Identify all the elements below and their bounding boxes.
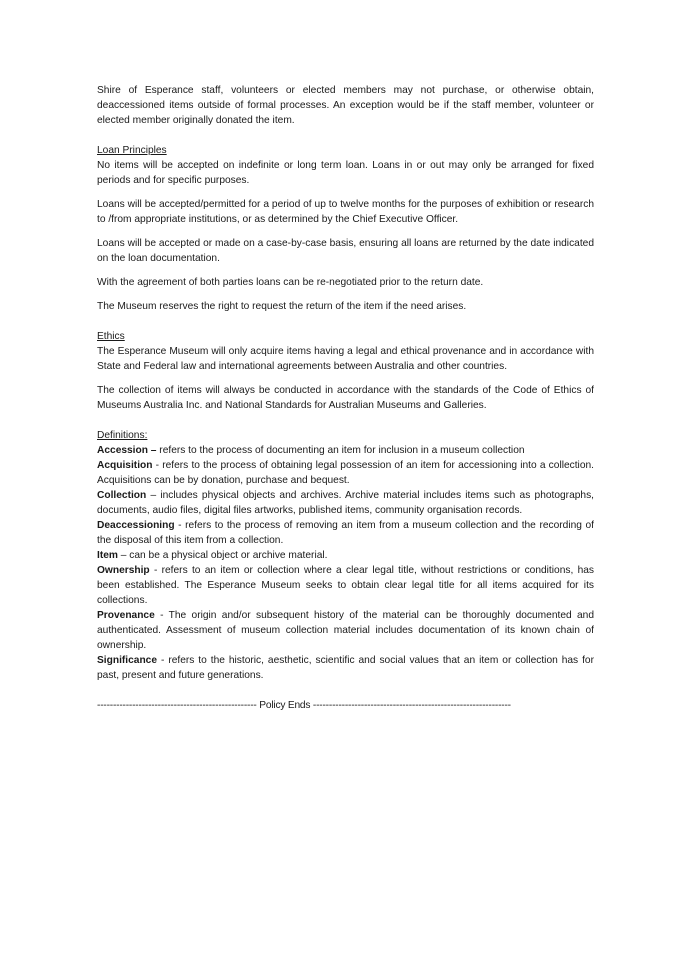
definition-collection bbox=[97, 488, 594, 518]
definition-term: Significance bbox=[97, 655, 158, 666]
definition-term: Accession – bbox=[97, 445, 157, 456]
definition-text: - refers to the historic, aesthetic, scientific and social values that an item or collection has for past, present and future generations. bbox=[97, 655, 594, 681]
definition-text: – includes physical objects and archives. Archive material includes items such as photographs, documents, audio files, digital files artworks, published items, community organisation records. bbox=[97, 490, 594, 516]
definitions-heading: Definitions: bbox=[97, 430, 148, 441]
definition-deaccessioning bbox=[97, 518, 594, 548]
loan-paragraph: Loans will be accepted/permitted for a period of up to twelve months for the purposes of exhibition or research to /from appropriate institutions, or as determined by the Chief Executive Officer. bbox=[97, 199, 594, 225]
definition-term: Ownership bbox=[97, 565, 150, 576]
definition-accession bbox=[97, 443, 594, 458]
definition-text: - refers to an item or collection where a clear legal title, without restrictions or conditions, has been established. The Esperance Museum seeks to obtain clear legal title for all items acquired for its collections. bbox=[97, 565, 594, 606]
ethics-paragraph: The collection of items will always be conducted in accordance with the standards of the Code of Ethics of Museums Australia Inc. and National Standards for Australian Museums and Galleries. bbox=[97, 385, 594, 411]
policy-end-line: -------------------------------------------------- Policy Ends -------------------------------------------------------------- bbox=[97, 700, 511, 711]
loan-paragraph: The Museum reserves the right to request the return of the item if the need arises. bbox=[97, 301, 467, 312]
definition-term: Collection bbox=[97, 490, 147, 501]
definition-term: Acquisition bbox=[97, 460, 153, 471]
definition-text: - refers to the process of obtaining legal possession of an item for accessioning into a collection. Acquisitions can be by donation, purchase and bequest. bbox=[97, 460, 594, 486]
definition-ownership bbox=[97, 563, 594, 608]
definition-text: - The origin and/or subsequent history of the material can be thoroughly documented and authenticated. Assessment of museum collection material includes documentation of its known chain of ownership. bbox=[97, 610, 594, 651]
definition-term: Provenance bbox=[97, 610, 155, 621]
loan-paragraph: No items will be accepted on indefinite or long term loan. Loans in or out may only be arranged for fixed periods and for specific purposes. bbox=[97, 160, 594, 186]
definition-text: refers to the process of documenting an item for inclusion in a museum collection bbox=[156, 445, 525, 456]
ethics-heading: Ethics bbox=[97, 331, 125, 342]
document-page bbox=[97, 83, 594, 713]
definition-item bbox=[97, 548, 594, 563]
definition-significance bbox=[97, 653, 594, 683]
ethics-paragraph: The Esperance Museum will only acquire items having a legal and ethical provenance and in accordance with State and Federal law and international agreements between Australia and other countries. bbox=[97, 346, 594, 372]
definition-provenance bbox=[97, 608, 594, 653]
ethics-section bbox=[97, 329, 594, 413]
definition-term: Deaccessioning bbox=[97, 520, 175, 531]
loan-heading: Loan Principles bbox=[97, 145, 167, 156]
definition-acquisition bbox=[97, 458, 594, 488]
definitions-section bbox=[97, 428, 594, 683]
definition-term: Item bbox=[97, 550, 118, 561]
loan-section bbox=[97, 143, 594, 314]
loan-paragraph: With the agreement of both parties loans can be re-negotiated prior to the return date. bbox=[97, 277, 484, 288]
definition-text: – can be a physical object or archive material. bbox=[117, 550, 328, 561]
loan-paragraph: Loans will be accepted or made on a case-by-case basis, ensuring all loans are returned by the date indicated on the loan documentation. bbox=[97, 238, 594, 264]
intro-paragraph: Shire of Esperance staff, volunteers or elected members may not purchase, or otherwise obtain, deaccessioned items outside of formal processes. An exception would be if the staff member, volunteer or elected member originally donated the item. bbox=[97, 85, 594, 126]
definition-text: - refers to the process of removing an item from a museum collection and the recording of the disposal of this item from a collection. bbox=[97, 520, 594, 546]
